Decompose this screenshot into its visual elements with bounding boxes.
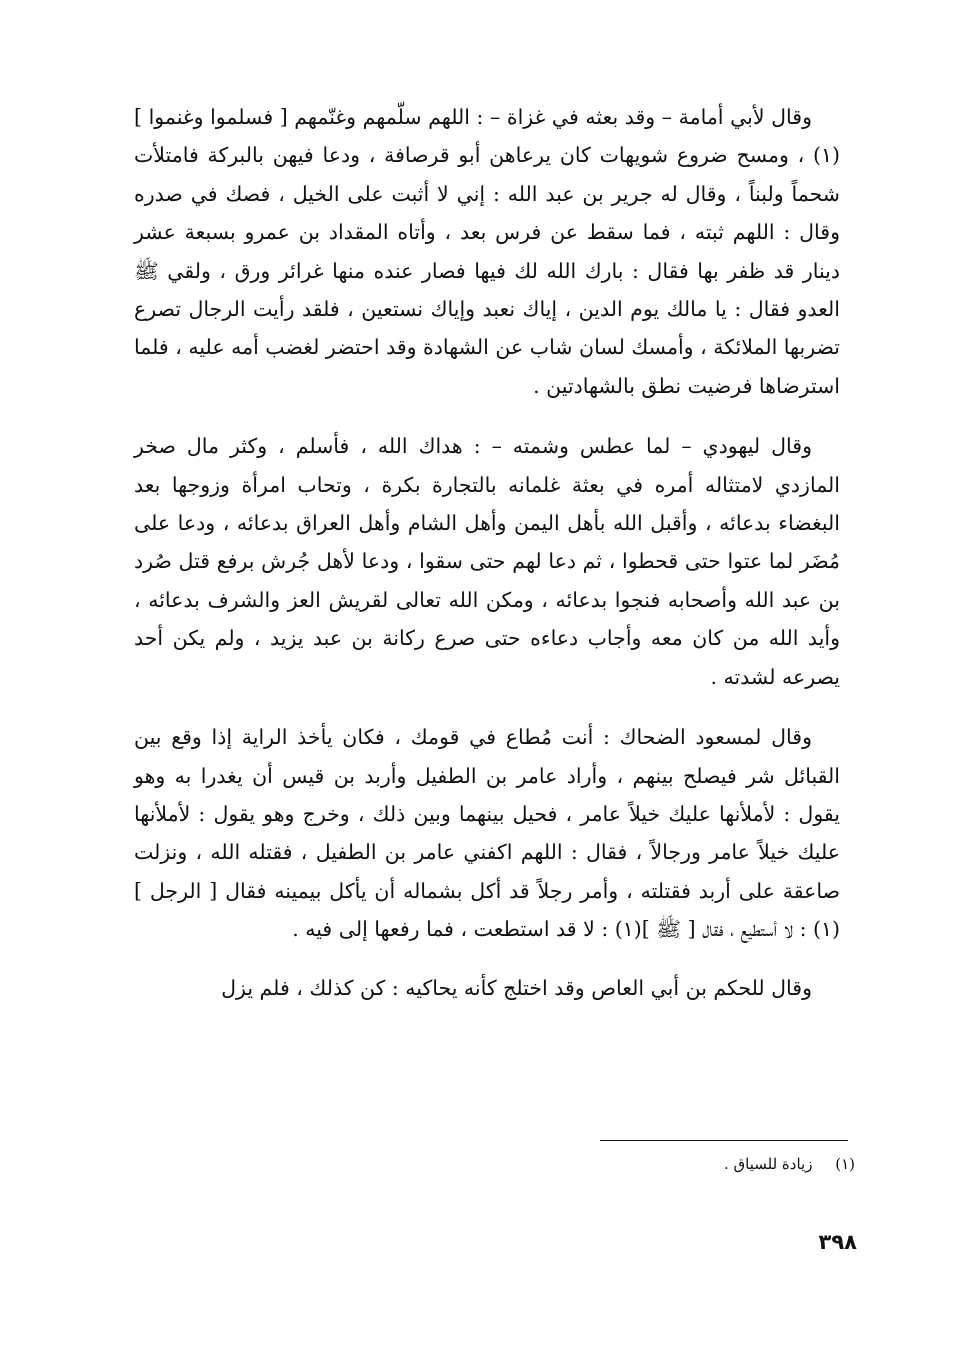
- footnote-text: زيادة للسياق .: [723, 1155, 813, 1173]
- paragraph-jew-sneezed: وقال ليهودي – لما عطس وشمته – : هداك الله ، فأسلم ، وكثر مال صخر المازدي لامتثاله أمره في بعثة غلمانه بالتجارة بكرة ، وتحاب امرأة وزوجها بعد البغضاء بدعائه ، وأقبل الله بأهل اليمن وأهل الشام وأهل العراق بدعائه ، ودعا على مُضَر لما عتوا حتى قحطوا ، ثم دعا لهم حتى سقوا ، ودعا لأهل جُرش برفع قتل صُرد بن عبد الله وأصحابه فنجوا بدعائه ، ومكن الله تعالى لقريش العز والشرف بدعائه ، وأيد الله من كان معه وأجاب دعاءه حتى صرع ركانة بن عبد يزيد ، ولم يكن أحد يصرعه لشدته .: [134, 434, 840, 689]
- paragraph-abu-umama: وقال لأبي أمامة – وقد بعثه في غزاة – : اللهم سلّمهم وغنّمهم [ فسلموا وغنموا ](١) ، ومسح ضروع شويهات كان يرعاهن أبو قرصافة ، ودعا فيهن بالبركة فامتلأت شحماً ولبناً ، وقال له جرير بن عبد الله : إني لا أثبت على الخيل ، فصك في صدره وقال : اللهم ثبته ، فما سقط عن فرس بعد ، وأتاه المقداد بن عمرو بسبعة عشر دينار قد ظفر بها فقال : بارك الله لك فيها فصار عنده منها غرائر ورق ، ولقي ﷺ العدو فقال : يا مالك يوم الدين ، إياك نعبد وإياك نستعين ، فلقد رأيت الرجال تصرع تضربها الملائكة ، وأمسك لسان شاب عن الشهادة وقد احتضر لغضب أمه عليه ، فلما استرضاها فرضيت نطق بالشهادتين .: [134, 105, 840, 398]
- paragraph-hakam: وقال للحكم بن أبي العاص وقد اختلج كأنه يحاكيه : كن كذلك ، فلم يزل: [221, 975, 812, 1000]
- page-number: ٣٩٨: [818, 1230, 857, 1254]
- footnote-divider: [600, 1140, 848, 1141]
- footnote: [724, 1152, 855, 1176]
- footnote-number: (١): [835, 1155, 855, 1173]
- body-text: [134, 98, 840, 1021]
- paragraph-masud-dahhak: وقال لمسعود الضحاك : أنت مُطاع في قومك ، فكان يأخذ الراية إذا وقع بين القبائل شر فيصلح بينهم ، وأراد عامر بن الطفيل وأربد بن قيس أن يغدرا به وهو يقول : لأملأنها عليك خيلاً عامر ، فحيل بينهما وبين ذلك ، وخرج وهو يقول : لأملأنها عليك خيلاً عامر ورجالاً ، فقال : اللهم اكفني عامر بن الطفيل ، فقتله الله ، ونزلت صاعقة على أربد فقتلته ، وأمر رجلاً قد أكل بشماله أن يأكل بيمينه فقال [ الرجل ](١) : لا أستطيع ، فقال [ ﷺ ](١) : لا قد استطعت ، فما رفعها إلى فيه .: [134, 725, 840, 942]
